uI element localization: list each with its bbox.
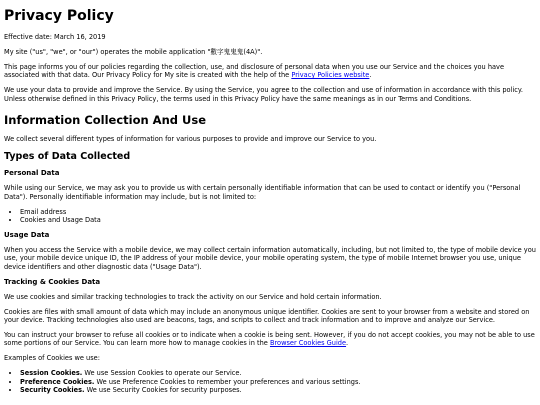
cookie-desc: We use Preference Cookies to remember your preferences and various settings. xyxy=(94,377,361,386)
list-item xyxy=(20,369,536,377)
intro-informs-end: . xyxy=(369,71,372,80)
cookie-desc: We use Security Cookies for security purposes. xyxy=(84,385,242,394)
cookie-term: Security Cookies. xyxy=(20,385,85,394)
list-item: • Email address xyxy=(20,208,536,216)
examples-label: Examples of Cookies we use: xyxy=(4,354,100,363)
personal-data-list xyxy=(4,208,536,225)
tracking-heading: Tracking & Cookies Data xyxy=(4,277,101,286)
cookie-desc: We use Session Cookies to operate our Service. xyxy=(82,369,242,378)
personal-data-text: While using our Service, we may ask you to provide us with certain personally identifiable information that can be used to contact or identify you ("Personal Data"). Personally identifiable information may include, but is not limited to: xyxy=(4,184,521,201)
usage-data-heading: Usage Data xyxy=(4,230,50,239)
tracking-text-3-end: . xyxy=(346,339,349,348)
usage-data-text: When you access the Service with a mobile device, we may collect certain information automatically, including, but not limited to, the type of mobile device you use, your mobile device unique ID, the IP address of your mobile device, your mobile operating system, the type of mobile Internet browser you use, unique device identifiers and other diagnostic data ("Usage Data"). xyxy=(4,245,536,271)
effective-date: Effective date: March 16, 2019 xyxy=(4,33,106,41)
info-collection-text: We collect several different types of information for various purposes to provide and improve our Service to you. xyxy=(4,134,377,143)
browser-cookies-guide-link[interactable]: Browser Cookies Guide xyxy=(269,339,347,348)
intro-informs-text: This page informs you of our policies regarding the collection, use, and disclosure of personal data when you use our Service and the choices you have associated with that data. Our Privacy Policy for My site is created with the help of the xyxy=(4,62,504,80)
types-heading: Types of Data Collected xyxy=(4,151,131,163)
intro-use-data: We use your data to provide and improve the Service. By using the Service, you agree to the collection and use of information in accordance with this policy. Unless otherwise defined in this Privacy Policy, the terms used in this Privacy Policy have the same meanings as in our Terms and Conditions. xyxy=(4,86,523,103)
cookie-term: Session Cookies. xyxy=(20,369,83,378)
intro-operates: My site ("us", "we", or "our") operates the mobile application "數字鬼鬼鬼(4A)". xyxy=(4,47,263,56)
cookie-term: Preference Cookies. xyxy=(20,377,95,386)
cookie-examples-list xyxy=(4,369,536,394)
intro-informs xyxy=(4,63,536,80)
tracking-text-3-body: You can instruct your browser to refuse all cookies or to indicate when a cookie is being sent. However, if you do not accept cookies, you may not be able to use some portions of our Service. You can learn more how to manage cookies in the xyxy=(4,330,535,348)
info-collection-heading: Information Collection And Use xyxy=(4,112,206,127)
tracking-text-1: We use cookies and similar tracking technologies to track the activity on our Service and hold certain information. xyxy=(4,292,382,301)
tracking-text-2: Cookies are files with small amount of data which may include an anonymous unique identifier. Cookies are sent to your browser from a website and stored on your device. Tracking technologies also used are beacons, tags, and scripts to collect and track information and to improve and analyze our Service. xyxy=(4,307,530,324)
personal-data-heading: Personal Data xyxy=(4,169,60,178)
list-item: • Cookies and Usage Data xyxy=(20,216,536,224)
page-title: Privacy Policy xyxy=(4,8,114,24)
list-item xyxy=(20,386,536,394)
tracking-text-3 xyxy=(4,331,536,348)
list-item xyxy=(20,378,536,386)
privacy-policies-website-link[interactable]: Privacy Policies website xyxy=(291,71,370,80)
